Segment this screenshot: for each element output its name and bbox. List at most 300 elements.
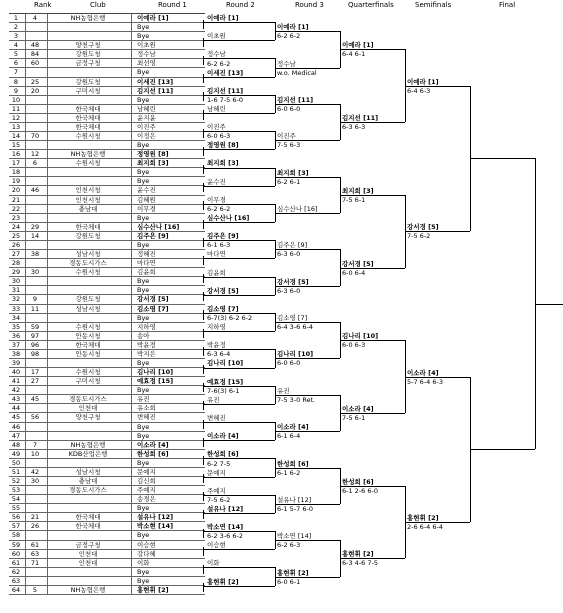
player-rank: 30 xyxy=(30,268,40,277)
draw-number: 36 xyxy=(11,331,21,340)
player-name: Bye xyxy=(137,177,150,186)
qf-player: 강서경 [5] xyxy=(342,259,374,268)
round3-connector xyxy=(340,468,341,504)
round3-score: 6-2 6-1 xyxy=(277,177,301,186)
player-name: Bye xyxy=(137,576,150,585)
round2-line xyxy=(203,295,275,296)
qf-line xyxy=(340,413,405,414)
draw-row xyxy=(9,78,205,87)
draw-row xyxy=(9,522,205,531)
player-rank: 17 xyxy=(30,368,40,377)
player-name: Bye xyxy=(137,458,150,467)
round3-player: 최지희 [3] xyxy=(277,168,309,177)
header-semifinals: Semifinals xyxy=(415,1,452,9)
round3-line xyxy=(275,140,340,141)
draw-row xyxy=(9,423,205,432)
player-rank: 63 xyxy=(30,549,40,558)
draw-row xyxy=(9,577,205,586)
player-name: Bye xyxy=(137,277,150,286)
draw-row xyxy=(9,404,205,413)
round2-player: 유진 xyxy=(207,395,220,404)
draw-row xyxy=(9,223,205,232)
sf-score: 2-6 6-4 6-4 xyxy=(407,523,443,532)
player-name: 최지희 [3] xyxy=(137,159,169,168)
player-name: 유진 xyxy=(137,395,150,404)
player-club: 수원시청 xyxy=(75,368,101,377)
round2-player: 설유나 [12] xyxy=(207,504,244,513)
draw-number: 35 xyxy=(11,322,21,331)
player-rank: 12 xyxy=(30,150,40,159)
player-name: 마다연 xyxy=(137,259,156,268)
round2-line xyxy=(203,22,275,23)
player-club: 인천대 xyxy=(78,558,98,567)
player-club: 금정구청 xyxy=(75,540,101,549)
draw-row xyxy=(9,305,205,314)
player-rank: 96 xyxy=(30,340,40,349)
round2-line xyxy=(203,77,275,78)
draw-row xyxy=(9,550,205,559)
draw-row xyxy=(9,586,205,595)
round2-score: 6-2 7-5 xyxy=(207,459,231,468)
header-final: Final xyxy=(499,1,516,9)
round3-score: 6-0 6-0 xyxy=(277,359,301,368)
round2-line xyxy=(203,58,275,59)
qf-line xyxy=(340,49,405,50)
draw-row xyxy=(9,150,205,159)
round3-line xyxy=(275,322,340,323)
draw-number: 38 xyxy=(11,349,21,358)
header-round3: Round 3 xyxy=(295,1,324,9)
draw-row xyxy=(9,486,205,495)
player-rank: 59 xyxy=(30,322,40,331)
player-name: 박소현 [14] xyxy=(137,522,174,531)
round3-line xyxy=(275,177,340,178)
sf-line xyxy=(405,231,470,232)
round2-player: 남혜린 xyxy=(207,104,226,113)
player-name: Bye xyxy=(137,504,150,513)
draw-number: 4 xyxy=(13,41,19,50)
round3-line xyxy=(275,504,340,505)
player-name: 김신희 xyxy=(137,476,156,485)
round2-line xyxy=(203,95,275,96)
qf-score: 7-5 6-1 xyxy=(342,413,366,422)
round3-player: 이진주 xyxy=(277,132,296,141)
round2-player: 주예지 xyxy=(207,486,226,495)
draw-row xyxy=(9,59,205,68)
player-club: KDB산업은행 xyxy=(68,449,108,458)
draw-row xyxy=(9,205,205,214)
player-club: 수원시청 xyxy=(75,132,101,141)
round2-player: 정영원 [8] xyxy=(207,141,239,150)
player-name: 정혜진 xyxy=(137,250,156,259)
player-rank: 26 xyxy=(30,522,40,531)
round2-line xyxy=(203,349,275,350)
draw-row xyxy=(9,513,205,522)
player-name: 정영원 [8] xyxy=(137,150,169,159)
draw-row xyxy=(9,105,205,114)
draw-row xyxy=(9,413,205,422)
draw-number: 21 xyxy=(11,195,21,204)
player-name: Bye xyxy=(137,313,150,322)
player-name: 박지은 xyxy=(137,349,156,358)
draw-row xyxy=(9,286,205,295)
round2-player: 윤수진 xyxy=(207,177,226,186)
player-name: 홍현휘 [2] xyxy=(137,585,169,594)
round3-score: 6-1 5-7 6-0 xyxy=(277,504,313,513)
round2-line xyxy=(203,477,275,478)
round3-line xyxy=(275,577,340,578)
sf-score: 7-5 6-2 xyxy=(407,232,431,241)
sf-player: 강서경 [5] xyxy=(407,223,439,232)
round3-connector xyxy=(340,322,341,358)
round3-score: 6-1 6-4 xyxy=(277,432,301,441)
qf-player: 한성희 [6] xyxy=(342,477,374,486)
draw-row xyxy=(9,350,205,359)
round3-connector xyxy=(340,395,341,431)
player-club: 양천구청 xyxy=(75,413,101,422)
draw-row xyxy=(9,241,205,250)
player-name: 김혜원 xyxy=(137,195,156,204)
draw-row xyxy=(9,132,205,141)
champion-line xyxy=(535,304,563,305)
round3-line xyxy=(275,540,340,541)
draw-number: 18 xyxy=(11,168,21,177)
round2-player: 이초원 xyxy=(207,32,226,41)
round2-line xyxy=(203,368,275,369)
player-name: 김소영 [7] xyxy=(137,304,169,313)
round3-line xyxy=(275,286,340,287)
draw-row xyxy=(9,14,205,23)
qf-player: 이예라 [1] xyxy=(342,41,374,50)
round2-player: 지하영 xyxy=(207,323,226,332)
draw-number: 63 xyxy=(11,576,21,585)
round2-line xyxy=(203,531,275,532)
draw-row xyxy=(9,114,205,123)
draw-row xyxy=(9,41,205,50)
draw-row xyxy=(9,50,205,59)
draw-number: 59 xyxy=(11,540,21,549)
draw-number: 9 xyxy=(13,86,19,95)
round2-score: 7-5 6-2 xyxy=(207,495,231,504)
draw-row xyxy=(9,568,205,577)
draw-row xyxy=(9,32,205,41)
round2-connector xyxy=(275,95,276,113)
player-name: Bye xyxy=(137,240,150,249)
round2-player: 예효정 [15] xyxy=(207,377,244,386)
draw-number: 41 xyxy=(11,377,21,386)
player-rank: 42 xyxy=(30,467,40,476)
player-rank: 38 xyxy=(30,250,40,259)
round3-connector xyxy=(340,31,341,67)
draw-row xyxy=(9,531,205,540)
column-divider xyxy=(47,14,48,595)
player-rank: 25 xyxy=(30,77,40,86)
player-rank: 7 xyxy=(32,440,38,449)
draw-number: 24 xyxy=(11,222,21,231)
round2-line xyxy=(203,186,275,187)
header-club: Club xyxy=(90,1,106,9)
draw-number: 10 xyxy=(11,95,21,104)
player-name: 윤수진 xyxy=(137,186,156,195)
player-rank: 60 xyxy=(30,59,40,68)
round2-score: 6-2 6-2 xyxy=(207,59,231,68)
round2-line xyxy=(203,331,275,332)
round3-score: 7-5 6-3 xyxy=(277,141,301,150)
draw-number: 50 xyxy=(11,458,21,467)
round3-score: 6-3 6-0 xyxy=(277,286,301,295)
draw-row xyxy=(9,87,205,96)
sf-line xyxy=(405,522,470,523)
player-name: 이세진 [13] xyxy=(137,77,174,86)
round2-connector xyxy=(275,531,276,549)
draw-number: 39 xyxy=(11,358,21,367)
player-club: 한국체대 xyxy=(75,522,101,531)
round2-connector xyxy=(275,58,276,76)
player-club: 강원도청 xyxy=(75,50,101,59)
round2-player: 김지선 [11] xyxy=(207,86,244,95)
round3-player: 정수남 xyxy=(277,59,296,68)
player-name: 박윤정 xyxy=(137,340,156,349)
draw-row xyxy=(9,23,205,32)
draw-number: 26 xyxy=(11,240,21,249)
player-club: 금정구청 xyxy=(75,59,101,68)
final-line xyxy=(470,449,535,450)
draw-row xyxy=(9,459,205,468)
round2-player: 이세진 [13] xyxy=(207,68,244,77)
header-rank: Rank xyxy=(34,1,52,9)
round2-line xyxy=(203,313,275,314)
player-club: 인천시청 xyxy=(75,186,101,195)
round2-player: 이소라 [4] xyxy=(207,432,239,441)
player-name: 지하영 xyxy=(137,322,156,331)
draw-row xyxy=(9,386,205,395)
draw-row xyxy=(9,186,205,195)
round2-line xyxy=(203,567,275,568)
sf-line xyxy=(405,377,470,378)
draw-number: 3 xyxy=(13,32,19,41)
round2-connector xyxy=(275,313,276,331)
round2-line xyxy=(203,204,275,205)
round3-player: 김주은 [9] xyxy=(277,241,308,250)
player-club: 한국체대 xyxy=(75,122,101,131)
round3-score: 6-0 6-1 xyxy=(277,577,301,586)
round2-player: 이예라 [1] xyxy=(207,14,239,22)
draw-number: 29 xyxy=(11,268,21,277)
sf-player: 이예라 [1] xyxy=(407,77,439,86)
draw-row xyxy=(9,504,205,513)
player-club: 수원시청 xyxy=(75,268,101,277)
player-rank: 46 xyxy=(30,186,40,195)
round2-connector xyxy=(275,458,276,476)
round3-line xyxy=(275,249,340,250)
round2-score: 1-6 7-5 6-0 xyxy=(207,95,243,104)
qf-player: 이소라 [4] xyxy=(342,404,374,413)
player-name: 심수산나 [16] xyxy=(137,222,180,231)
round2-player: 이승현 xyxy=(207,541,226,550)
draw-row xyxy=(9,141,205,150)
player-club: 인천대 xyxy=(78,404,98,413)
draw-number: 56 xyxy=(11,513,21,522)
draw-number: 17 xyxy=(11,159,21,168)
round2-score: 6-2 3-6 6-2 xyxy=(207,532,243,541)
player-name: Bye xyxy=(137,286,150,295)
header-round1: Round 1 xyxy=(158,1,187,9)
round3-connector xyxy=(340,540,341,576)
player-rank: 48 xyxy=(30,41,40,50)
round2-connector xyxy=(275,240,276,258)
round2-player: 변혜진 xyxy=(207,413,226,422)
round2-player: 마다연 xyxy=(207,250,226,259)
draw-row xyxy=(9,295,205,304)
round3-player: 이소라 [4] xyxy=(277,423,309,432)
draw-number: 48 xyxy=(11,440,21,449)
player-name: Bye xyxy=(137,358,150,367)
player-rank: 5 xyxy=(32,585,38,594)
qf-line xyxy=(340,195,405,196)
qf-player: 김나리 [10] xyxy=(342,332,379,341)
round2-player: 김나리 [10] xyxy=(207,359,244,368)
draw-row xyxy=(9,541,205,550)
draw-row xyxy=(9,368,205,377)
round2-player: 이무경 xyxy=(207,195,226,204)
draw-number: 45 xyxy=(11,413,21,422)
player-club: 수원시청 xyxy=(75,159,101,168)
draw-row xyxy=(9,168,205,177)
round2-player: 강서경 [5] xyxy=(207,286,239,295)
round2-player: 정수남 xyxy=(207,50,226,59)
draw-number: 13 xyxy=(11,122,21,131)
round2-player: 이진주 xyxy=(207,123,226,132)
round2-line xyxy=(203,458,275,459)
draw-number: 55 xyxy=(11,504,21,513)
round3-line xyxy=(275,468,340,469)
player-name: 유소희 xyxy=(137,404,156,413)
round2-score: 6-1 6-3 xyxy=(207,241,231,250)
player-rank: 4 xyxy=(32,14,38,22)
round3-line xyxy=(275,431,340,432)
round2-player: 김주은 [9] xyxy=(207,232,239,241)
draw-number: 46 xyxy=(11,422,21,431)
draw-row xyxy=(9,559,205,568)
round3-line xyxy=(275,395,340,396)
draw-number: 47 xyxy=(11,431,21,440)
sf-player: 이소라 [4] xyxy=(407,368,439,377)
round2-player: 심수산나 [16] xyxy=(207,213,250,222)
player-name: Bye xyxy=(137,567,150,576)
player-name: Bye xyxy=(137,141,150,150)
draw-row xyxy=(9,332,205,341)
column-divider xyxy=(25,14,26,595)
round3-score: 6-2 6-2 xyxy=(277,32,301,41)
player-name: 이소라 [4] xyxy=(137,440,169,449)
draw-row xyxy=(9,159,205,168)
round2-connector xyxy=(275,349,276,367)
player-name: 강서경 [5] xyxy=(137,295,169,304)
player-name: Bye xyxy=(137,23,150,32)
draw-number: 53 xyxy=(11,486,21,495)
round2-score: 6-0 6-3 xyxy=(207,132,231,141)
draw-row xyxy=(9,468,205,477)
round3-score: 6-4 3-6 6-4 xyxy=(277,323,313,332)
draw-row xyxy=(9,495,205,504)
qf-connector xyxy=(405,49,406,122)
player-name: 강다혜 xyxy=(137,549,156,558)
sf-score: 6-4 6-3 xyxy=(407,86,431,95)
draw-row xyxy=(9,341,205,350)
player-name: 한성희 [6] xyxy=(137,449,169,458)
qf-line xyxy=(340,558,405,559)
player-name: 김윤희 xyxy=(137,268,156,277)
draw-number: 16 xyxy=(11,150,21,159)
player-name: Bye xyxy=(137,213,150,222)
draw-number: 8 xyxy=(13,77,19,86)
player-club: 구미시청 xyxy=(75,86,101,95)
player-name: Bye xyxy=(137,422,150,431)
player-rank: 20 xyxy=(30,86,40,95)
player-name: Bye xyxy=(137,168,150,177)
round2-connector xyxy=(275,168,276,186)
draw-number: 25 xyxy=(11,231,21,240)
player-club: 강원도청 xyxy=(75,231,101,240)
player-rank: 97 xyxy=(30,331,40,340)
round2-player: 박소연 [14] xyxy=(207,523,244,532)
round3-score: w.o. Medical xyxy=(277,68,317,77)
draw-row xyxy=(9,477,205,486)
final-connector xyxy=(535,158,536,449)
draw-row xyxy=(9,323,205,332)
round3-player: 설유나 [12] xyxy=(277,495,312,504)
player-name: 이화 xyxy=(137,558,150,567)
player-name: 최선영 xyxy=(137,59,156,68)
column-divider xyxy=(131,14,132,595)
draw-number: 37 xyxy=(11,340,21,349)
sf-score: 5-7 6-4 6-3 xyxy=(407,377,443,386)
player-rank: 70 xyxy=(30,132,40,141)
draw-row xyxy=(9,177,205,186)
player-name: 이승현 xyxy=(137,540,156,549)
round2-connector xyxy=(275,386,276,404)
qf-score: 7-5 6-1 xyxy=(342,195,366,204)
player-rank: 6 xyxy=(32,159,38,168)
round2-line xyxy=(203,222,275,223)
round2-line xyxy=(203,386,275,387)
header-quarterfinals: Quarterfinals xyxy=(348,1,394,9)
round2-line xyxy=(203,240,275,241)
player-name: 변혜진 xyxy=(137,413,156,422)
player-name: 송경은 xyxy=(137,495,156,504)
round3-score: 6-3 6-0 xyxy=(277,250,301,259)
draw-number: 14 xyxy=(11,132,21,141)
round2-score: 7-6(3) 6-1 xyxy=(207,386,240,395)
draw-number: 20 xyxy=(11,186,21,195)
player-club: 한국체대 xyxy=(75,513,101,522)
qf-line xyxy=(340,122,405,123)
player-rank: 30 xyxy=(30,476,40,485)
player-club: 수원시청 xyxy=(75,322,101,331)
sf-player: 홍현휘 [2] xyxy=(407,514,439,523)
round3-line xyxy=(275,358,340,359)
draw-number: 62 xyxy=(11,567,21,576)
draw-row xyxy=(9,268,205,277)
draw-number: 51 xyxy=(11,467,21,476)
player-name: 이예라 [1] xyxy=(137,14,169,22)
draw-number: 2 xyxy=(13,23,19,32)
draw-row xyxy=(9,277,205,286)
player-club: 충남대 xyxy=(78,204,98,213)
draw-number: 22 xyxy=(11,204,21,213)
round3-player: 유진 xyxy=(277,386,290,395)
player-club: 양천구청 xyxy=(75,41,101,50)
